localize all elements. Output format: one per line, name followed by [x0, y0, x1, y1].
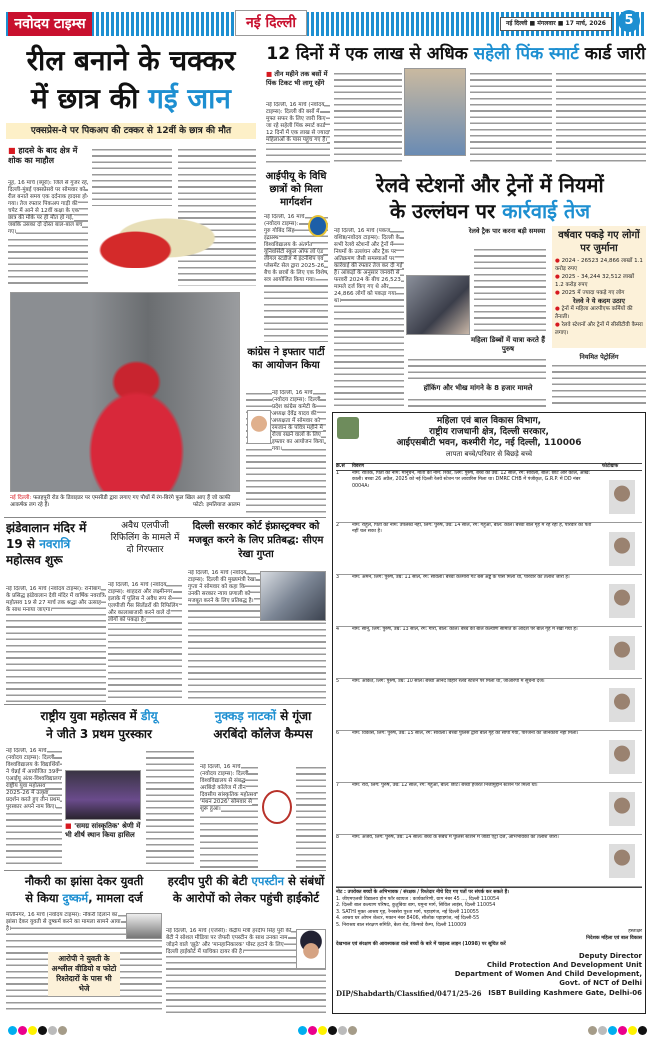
ad-en-line: Deputy Director — [578, 951, 642, 960]
du-team-photo — [65, 770, 141, 820]
section-label: नई दिल्ली — [235, 10, 307, 36]
ad-contact: 4. आश्रय घर ओपन शेल्टर, मकान नंबर 8406, सीलोक पहाड़गंज, नई दिल्ली-55 — [336, 916, 480, 922]
dateline: नई दिल्ली ■ मंगलवार ■ 17 मार्च, 2026 — [500, 17, 612, 31]
rail-body-col4 — [552, 362, 646, 406]
rail-body-col3b — [408, 396, 546, 408]
ad-dip-code: DIP/Shabdarth/Classified/0471/25-26 — [336, 988, 482, 998]
fine-box-title: वर्षवार पकड़े गए लोगों पर जुर्माना — [558, 230, 640, 254]
lead-subhead: ■ हादसे के बाद क्षेत्र में शोक का माहौल — [8, 146, 78, 165]
child-photo — [602, 679, 642, 730]
row-sn: 4 — [336, 627, 340, 633]
fine-item: ● ट्रेनों में महिला आरपीएफ कर्मियों की तैनाती। — [555, 306, 633, 320]
ad-en-line: Department of Women And Child Development, — [454, 969, 642, 978]
college-seal — [262, 790, 292, 824]
fine-item: ● 2024 - 26523 24,866 लाखों 1.1 करोड़ रुपए — [555, 258, 643, 272]
row-sn: 6 — [336, 731, 340, 737]
crime-headline: नौकरी का झांसा देकर युवती से किया दुष्कर्म, मामला दर्ज — [24, 874, 144, 905]
puri-portrait — [296, 929, 326, 969]
iftar-headline: कांग्रेस ने इफ्तार पार्टी का आयोजन किया — [247, 347, 325, 371]
crime-photo — [126, 913, 162, 939]
table-row — [336, 783, 642, 835]
ad-en-line: Govt. of NCT of Delhi — [559, 978, 642, 987]
row-sn: 1 — [336, 471, 340, 477]
du-body: नई दिल्ली, 16 मार्च (नवोदय टाइम्स): दिल्ली विश्वविद्यालय के विद्यार्थियों ने चेन्नई में आयोजित 39वें एआईयू अंतर-विश्वविद्यालय राष्ट्रीय युवा महोत्सव 2025-26 में उत्कृष्ट प्रदर्शन करते हुए तीन प्रथम पुरस्कार अपने नाम किए। — [6, 748, 62, 868]
child-photo — [602, 523, 642, 574]
row-sn: 3 — [336, 575, 340, 581]
du-body-col2 — [146, 748, 194, 868]
row-sn: 5 — [336, 679, 340, 685]
row-desc: नाम: सोनू, लिंग: पुरुष, उम्र: 13 साल, रंग: गोरा, बाल: काले। बच्चे को बाल कल्याण समिति के आदेश पर बाल गृह में रखा गया है। — [352, 627, 578, 633]
lead-headline-line1: रील बनाने के चक्कर — [26, 44, 236, 77]
table-row — [336, 627, 642, 679]
ad-govt: राष्ट्रीय राजधानी क्षेत्र, दिल्ली सरकार, — [429, 427, 549, 437]
rail-body-col3 — [408, 356, 546, 380]
ad-note: नोट : उपरोक्त बच्चों के अभिभावक / संरक्षक / रिश्तेदार नीचे दिए गए पतों पर संपर्क कर सकते हैं। — [336, 890, 509, 896]
rail-subhead-2: महिला डिब्बों में यात्रा करते हैं पुरुष — [471, 336, 545, 353]
table-row — [336, 523, 642, 575]
nukkad-body-col2 — [296, 764, 326, 868]
rail-body: नई दिल्ली, 16 मार्च (पंकज वशिष्ठ/नवोदय टाइम्स): दिल्ली के सभी रेलवे स्टेशनों और ट्रेनों में नियमों के उल्लंघन और ट्रैक पर अतिक्रमण जैसी समस्याओं पर कार्रवाई की रफ्तार तेज कर दी गई है। आंकड़ों के अनुसार जनवरी से फरवरी 2024 के बीच 26,523 मामले दर्ज किए गए थे और 24,866 लोगों को पकड़ा गया था। — [334, 228, 404, 408]
ad-title: लापता बच्चे/परिवार से बिछड़े बच्चे — [445, 450, 533, 458]
lead-strap: एक्सप्रेस-वे पर पिकअप की टक्कर से 12वीं के छात्र की मौत — [6, 123, 256, 139]
child-photo — [602, 471, 642, 522]
fine-item: ● 2025 में ज्यादा पकड़े गए लोग — [555, 290, 625, 296]
ad-sign: हस्ताक्षर — [628, 929, 642, 935]
ad-contact: 3. SATHI मुक्त आश्रय गृह, रैनबसेरा पुश्ता मार्ग, पहाड़गंज, नई दिल्ली 110055 — [336, 909, 479, 915]
fine-item: ● 2025 - 34,244 32,512 लाखों 1.2 करोड़ रुपए — [555, 274, 635, 288]
nukkad-body: नई दिल्ली, 16 मार्च (नवोदय टाइम्स): दिल्ली विश्वविद्यालय से संबद्ध अरबिंदो कॉलेज में तीन दिवसीय सांस्कृतिक महोत्सव 'मंथन 2026' सोमवार से शुरू हुआ। — [200, 764, 258, 868]
row-desc: नाम: रीतिक, पिता का नाम: मानूचेन, माता का नाम: रिंकी, लिंग: पुरुष, बच्चे की उम्र: 12 साल, रंग: सांवला, बाल: छोटे और काले, आंखें: काली। बच्चा 26 अप्रैल, 2025 को नई दिल्ली रेलवे स्टेशन पर लावारिस मिला था। DMRC CHB में पंजीकृत, G.R.P. में DD नंबर 0004A। — [352, 471, 591, 489]
child-photo — [602, 575, 642, 626]
col-photo: फोटोग्राफ — [602, 464, 619, 469]
rail-headline: रेलवे स्टेशनों और ट्रेनों में नियमों के उल्लंघन पर कार्रवाई तेज — [376, 173, 604, 223]
divider — [4, 517, 326, 518]
crime-callout: आरोपी ने युवती के अश्लील वीडियो व फोटो रिश्तेदारों के पास भी भेजे — [48, 952, 120, 996]
lpg-body: नई दिल्ली, 16 मार्च (नवोदय टाइम्स): शाहदरा और लक्ष्मीनगर इलाके में पुलिस ने अवैध रूप से एलपीजी गैस सिलेंडरों की रिफिलिंग और कालाबाजारी करने वाले दो लोगों को पकड़ा है। — [108, 582, 182, 702]
lead-body-col2 — [92, 146, 172, 206]
page-number: 5 — [618, 10, 640, 32]
puri-body: नई दिल्ली, 16 मार्च (एजेंसी): केंद्रीय मंत्री हरदीप सिंह पुरी की बेटी ने सोशल मीडिया पर जेफरी एपस्टीन के साथ उनका नाम जोड़ने वाले 'झूठे' और 'मानहानिकारक' पोस्ट हटाने के लिए दिल्ली हाईकोर्ट में याचिका दायर की है। — [166, 928, 326, 1014]
pink-body: नई दिल्ली, 16 मार्च (नवोदय टाइम्स): दिल्ली की बसों में मुफ्त सफर के लिए जारी किए जा रहे सहेली पिंक स्मार्ट कार्ड 12 दिनों में एक लाख से ज्यादा महिलाओं के पास पहुंच गए हैं। — [266, 102, 330, 164]
nukkad-headline: नुक्कड़ नाटकों से गूंजा अरबिंदो कॉलेज कैम्पस — [213, 709, 313, 741]
rail-subhead-3: हॉकिंग और भीख मांगने के 8 हजार मामले — [408, 384, 548, 393]
child-photo — [602, 783, 642, 834]
col-sn: क्र.सं — [336, 464, 345, 469]
navratri-body: नई दिल्ली, 16 मार्च (नवोदय टाइम्स): रानीबाग के प्रसिद्ध झंडेवालान देवी मंदिर में वार्षिक नवरात्रि महोत्सव 19 से 27 मार्च तक श्रद्धा और उत्साह के साथ मनाया जाएगा। — [6, 586, 106, 702]
lead-headline-line2: में छात्र की — [31, 82, 139, 115]
ad-table — [336, 463, 642, 887]
brand-logo: नवोदय टाइम्स — [8, 12, 92, 36]
divider — [4, 870, 326, 871]
fine-item: ● रेलवे स्टेशनों और ट्रेनों में सीसीटीवी कैमरा लगाए। — [555, 322, 643, 336]
court-body: नई दिल्ली, 16 मार्च (नवोदय टाइम्स): दिल्ली की मुख्यमंत्री रेखा गुप्ता ने सोमवार को कहा कि उनकी सरकार न्याय प्रणाली को मजबूत करने के लिए प्रतिबद्ध है। — [188, 570, 326, 702]
du-headline: राष्ट्रीय युवा महोत्सव में डीयू ने जीते 3 प्रथम पुरस्कार — [40, 709, 158, 741]
row-sn: 8 — [336, 835, 340, 841]
pink-card-photo — [404, 68, 466, 156]
ipu-logo — [308, 215, 328, 237]
row-sn: 2 — [336, 523, 340, 529]
iftar-body: नई दिल्ली, 16 मार्च (नवोदय टाइम्स): दिल्ली प्रदेश कांग्रेस कमेटी के अध्यक्ष देवेंद्र यादव की अध्यक्षता में सोमवार को रमजान के पवित्र महीने में रोजा रखने वालों के लिए इफ्तार का आयोजन किया गया। — [246, 390, 326, 514]
rail-body-col2 — [474, 246, 546, 332]
ad-dept: महिला एवं बाल विकास विभाग, — [436, 416, 542, 426]
registration-marks — [8, 1020, 648, 1032]
child-photo — [602, 627, 642, 678]
row-desc: नाम: राहुल, पिता का नाम: उपलब्ध नहीं, लिंग: पुरुष, उम्र: 14 साल, रंग: गेहुंआ, बाल: काले। बच्चा बाल गृह में रह रहा है, परिवार का पता नहीं चल सका है। — [352, 523, 592, 535]
ad-sign-title: निदेशक महिला एवं बाल विकास — [586, 935, 642, 941]
rail-subhead-1: रेलवे ट्रैक पार करना बड़ी समस्या — [468, 227, 546, 235]
child-photo — [602, 731, 642, 782]
pink-body-col2 — [334, 70, 402, 165]
ad-logo — [337, 417, 359, 439]
table-row — [336, 471, 642, 523]
navratri-headline: झंडेवालान मंदिर में 19 से नवरात्रि महोत्सव शुरू — [6, 521, 87, 567]
court-photo — [260, 571, 326, 621]
ad-en-line: Child Protection And Development Unit — [486, 960, 642, 969]
rail-photo — [406, 275, 470, 335]
puri-headline: हरदीप पुरी की बेटी एपस्टीन से संबंधों के आरोपों को लेकर पहुंची हाईकोर्ट — [167, 874, 325, 905]
table-row — [336, 835, 642, 887]
flower-divider-photo — [10, 292, 240, 492]
row-desc: नाम: अंकित, लिंग: पुरुष, उम्र: 10 साल। बच्चा आनंद विहार रेलवे स्टेशन पर मिला था, जीआरपी में सूचना दर्ज। — [352, 679, 545, 685]
lpg-headline: अवैध एलपीजी रिफिलिंग के मामले में दो गिरफ्तार — [110, 521, 180, 555]
row-desc: नाम: अजय, लिंग: पुरुष, उम्र: 14 साल। बच्चे के संबंध में पुलिस स्टेशन में जीडी एंट्री दर्ज, अभिभावकों की तलाश जारी। — [352, 835, 559, 841]
ad-contact: 2. दिल्ली बाल कल्याण परिषद, कुतुबिया बाग, यमुना मार्ग, सिविल लाइंस, दिल्ली 110054 — [336, 903, 496, 909]
fine-box-subhead: रेलवे ने ये कदम उठाए — [572, 297, 626, 305]
crime-body: मोतीनगर, 16 मार्च (नवोदय टाइम्स): नौकरी दिलाने का झांसा देकर युवती से दुष्कर्म करने का मामला सामने आया है। — [6, 912, 162, 1012]
ipu-body: नई दिल्ली, 16 मार्च (नवोदय टाइम्स): गुरु गोबिंद सिंह इंद्रप्रस्थ विश्वविद्यालय के अंतर्गत यूनिवर्सिटी स्कूल ऑफ लॉ एंड लीगल स्टडीज में इंटर्नशिप एवं प्लेसमेंट सेल द्वारा 2025-26 बैच के छात्रों के लिए एक विशेष सत्र आयोजित किया गया। — [264, 214, 328, 342]
ad-contact: 5. निराश्रय बाल संरक्षण समिति, बेला रोड, किंग्सवे कैम्प, दिल्ली 110009 — [336, 922, 467, 928]
table-row — [336, 731, 642, 783]
row-sn: 7 — [336, 783, 340, 789]
lead-headline-highlight: गई जान — [148, 82, 231, 115]
court-headline: दिल्ली सरकार कोर्ट इंफ्रास्ट्रक्चर को मजबूत करने के लिए प्रतिबद्ध: सीएम रेखा गुप्ता — [188, 521, 324, 560]
ad-contact: 1. जीएमएलबी विद्यालय होम फॉर ब्वायज : कार्यकारिणी, ग्राम नंबर 45 ..., दिल्ली 110054 — [336, 896, 500, 902]
missing-children-ad — [332, 412, 646, 1014]
row-desc: नाम: अमन, लिंग: पुरुष, उम्र: 11 साल, रंग: सांवला। बच्चा कश्मीरी गेट बस अड्डे के पास मिला था, परिवार की तलाश जारी है। — [352, 575, 570, 581]
pink-subhead: ■ तीन महीने तक बसों में पिंक टिकट भी लागू रहेंगे — [266, 70, 328, 87]
pink-body-col4 — [556, 70, 646, 165]
child-photo — [602, 835, 642, 886]
lead-headline — [6, 42, 256, 118]
ad-address: आईएसबीटी भवन, कश्मीरी गेट, नई दिल्ली, 110006 — [396, 438, 582, 448]
ad-childline: देखभाल एवं संरक्षण की आवश्यकता वाले बच्चों के बारे में चाइल्ड लाइन (1098) पर सूचित करें — [336, 942, 506, 948]
lead-body-col1: नूंह, 16 मार्च (ब्यूरो): जिले से गुजर रहे दिल्ली-मुंबई एक्सप्रेसवे पर सोमवार को रील बनाते समय एक दर्दनाक हादसा हो गया। तेज रफ्तार पिकअप गाड़ी की चपेट में आने से 12वीं कक्षा के एक छात्र की मौके पर ही मौत हो गई, जबकि उसका दो दोस्त बाल-बाल बच गए। — [8, 180, 88, 287]
table-row — [336, 679, 642, 731]
table-row — [336, 575, 642, 627]
iftar-portrait — [247, 410, 271, 444]
row-desc: नाम: रवि, लिंग: पुरुष, उम्र: 12 साल, रंग: गेहुंआ, बाल: छोटे। बच्चा हजरत निजामुद्दीन स्टेशन पर मिला था। — [352, 783, 538, 789]
flower-caption: नई दिल्ली: फतहपुरी रोड के डिवाइडर पर एमसीडी द्वारा लगाए गए पौधों में रंग-बिरंगे फूल खिल आए हैं जो काफी आकर्षक लग रहे हैं। फोटो: इमतियाज आलम — [10, 495, 240, 508]
ad-en-line: ISBT Building Kashmere Gate, Delhi-06 — [488, 988, 642, 997]
fine-box — [552, 226, 646, 348]
divider — [4, 704, 326, 705]
rail-subhead-4: नियमित पेट्रोलिंग — [579, 353, 619, 361]
pink-headline: 12 दिनों में एक लाख से अधिक सहेली पिंक स्मार्ट कार्ड जारी — [266, 44, 646, 64]
col-desc: विवरण — [352, 464, 365, 469]
ipu-headline: आईपीयू के विधि छात्रों को मिला मार्गदर्शन — [265, 171, 327, 208]
accident-illustration — [92, 208, 216, 268]
pink-body-col3 — [470, 70, 552, 165]
du-subhead: ■ 'समग्र सांस्कृतिक' श्रेणी में भी शीर्ष स्थान किया हासिल — [65, 822, 141, 839]
row-desc: नाम: विकास, लिंग: पुरुष, उम्र: 15 साल, रंग: सांवला। बच्चा पुलिस द्वारा बाल गृह को सौंपा गया, परिजनों की जानकारी नहीं मिली। — [352, 731, 579, 737]
